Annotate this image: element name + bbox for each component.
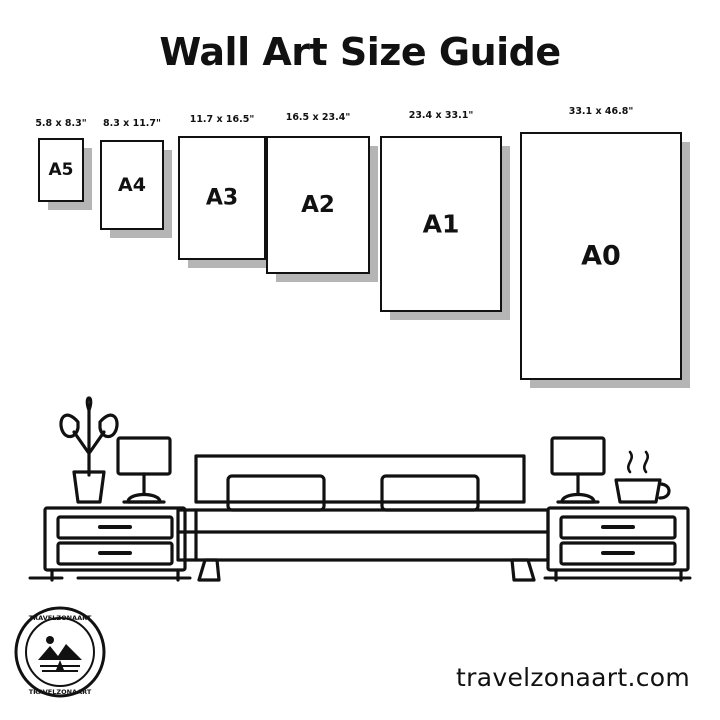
right-table-lamp-icon [552, 438, 604, 502]
left-table-lamp-icon [118, 438, 170, 502]
frame-a0[interactable] [520, 106, 682, 380]
frame-a4-box [100, 140, 164, 230]
website-url[interactable]: travelzonaart.com [456, 663, 690, 692]
logo-text-bottom: TRAVELZONAART [28, 688, 92, 696]
frame-a3-label: A3 [205, 185, 239, 211]
frame-a2[interactable] [266, 112, 370, 274]
plant-vase-icon [61, 398, 117, 502]
frame-a2-box [266, 136, 370, 274]
coffee-cup-icon [616, 452, 669, 502]
frame-a2-label: A2 [301, 192, 335, 218]
frame-a3-box [178, 136, 266, 260]
frame-a1[interactable] [380, 110, 502, 312]
frame-a1-box [380, 136, 502, 312]
frame-a4-label: A4 [118, 174, 146, 196]
frame-a5-dimensions: 5.8 x 8.3" [35, 118, 87, 129]
frame-a4-dimensions: 8.3 x 11.7" [103, 118, 161, 129]
frame-a3-dimensions: 11.7 x 16.5" [189, 114, 255, 125]
left-nightstand-icon [45, 508, 185, 580]
frame-a3[interactable] [178, 114, 266, 260]
frame-a0-dimensions: 33.1 x 46.8" [568, 106, 634, 117]
brand-logo[interactable] [12, 604, 108, 700]
bedroom-scene [0, 380, 720, 610]
frame-a0-label: A0 [581, 240, 621, 272]
frame-a5[interactable] [35, 118, 87, 202]
page-title: Wall Art Size Guide [159, 30, 561, 74]
frame-a0-box [520, 132, 682, 380]
right-nightstand-icon [548, 508, 688, 580]
frame-a5-box [38, 138, 84, 202]
frame-a1-dimensions: 23.4 x 33.1" [408, 110, 474, 121]
bed-icon [178, 456, 548, 580]
frame-a5-label: A5 [48, 160, 74, 180]
frame-a4[interactable] [100, 118, 164, 230]
frame-a2-dimensions: 16.5 x 23.4" [285, 112, 351, 123]
frame-a1-label: A1 [422, 209, 460, 239]
logo-text-top: TRAVELZONAART [28, 614, 92, 622]
